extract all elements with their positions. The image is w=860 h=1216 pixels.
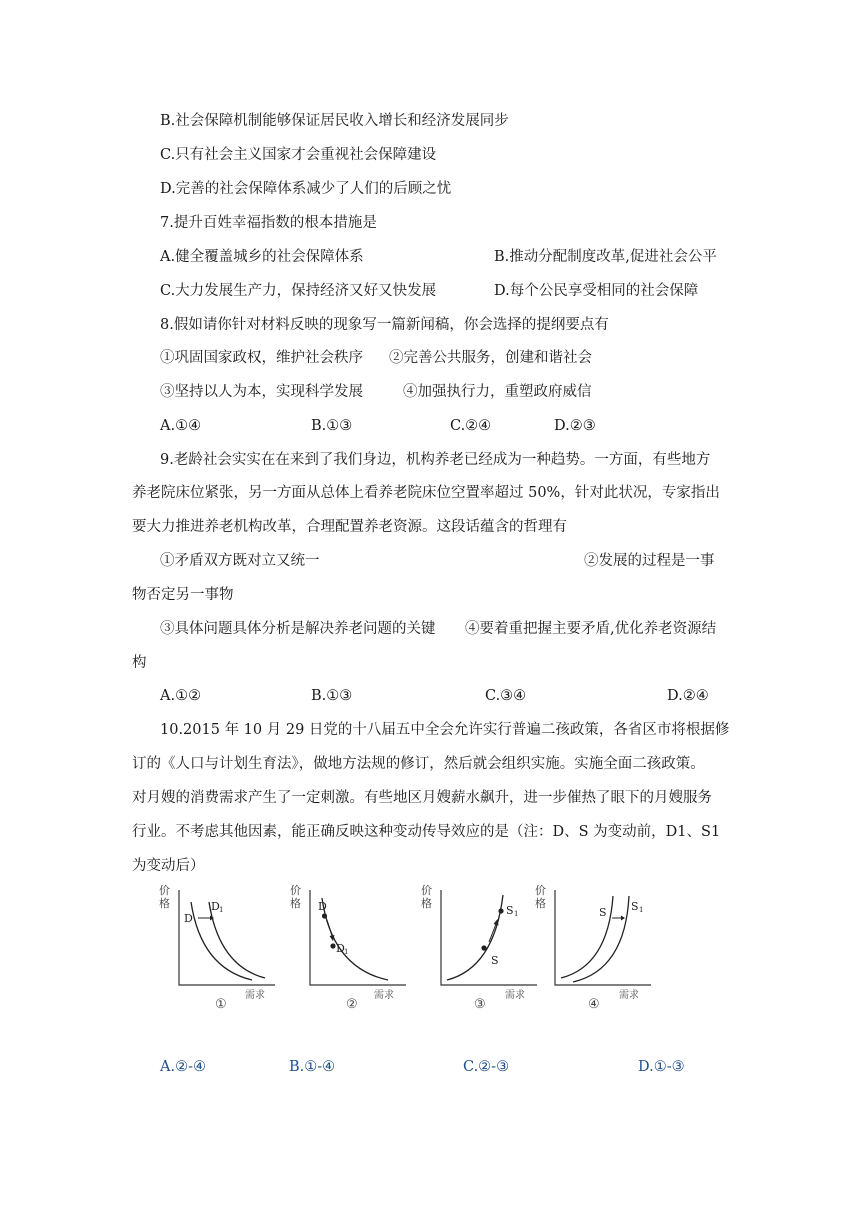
figure-1-label-d: D xyxy=(184,912,193,925)
figure-2-arrow-head xyxy=(330,935,335,941)
q9-stem-line-3: 要大力推进养老机构改革，合理配置养老资源。这段话蕴含的哲理有 xyxy=(132,519,567,535)
figure-4-y-label-1: 价 xyxy=(535,884,546,897)
figure-2-label-d1: D xyxy=(336,942,345,955)
q7-option-c: C.大力发展生产力，保持经济又好又快发展 xyxy=(160,283,437,299)
q9-option-d: D.②④ xyxy=(667,688,709,704)
q8-item-2: ②完善公共服务，创建和谐社会 xyxy=(389,350,592,366)
q10-option-d: D.①-③ xyxy=(638,1059,685,1075)
figure-1-x-label: 需求 xyxy=(245,990,265,1001)
figure-3-axes xyxy=(441,890,537,985)
figure-4-label-s1: S xyxy=(631,900,639,913)
figure-1-label-d1: D xyxy=(211,900,220,913)
figure-3-label-s1: S xyxy=(506,904,514,917)
q9-item-4-part-2: 构 xyxy=(132,655,147,671)
figure-1-curve-d1 xyxy=(209,902,265,978)
figure-2-label-d: D xyxy=(318,900,327,913)
q6-option-c: C.只有社会主义国家才会重视社会保障建设 xyxy=(160,147,437,163)
q6-option-b: B.社会保障机制能够保证居民收入增长和经济发展同步 xyxy=(160,113,509,129)
q7-option-b: B.推动分配制度改革,促进社会公平 xyxy=(494,249,717,265)
figure-2-number: ② xyxy=(346,997,358,1010)
figure-4-arrow-head xyxy=(621,916,625,921)
figure-2 xyxy=(288,880,408,1010)
figure-4-label-s1-sub: 1 xyxy=(639,906,644,914)
figure-4-label-s: S xyxy=(599,906,607,919)
figure-1-y-label-2: 格 xyxy=(159,897,170,910)
figure-2-point-d1 xyxy=(330,943,335,948)
figure-3-y-label-2: 格 xyxy=(421,897,432,910)
q8-option-b: B.①③ xyxy=(311,418,353,434)
figure-3-label-s1-sub: 1 xyxy=(514,910,519,918)
q8-item-4: ④加强执行力，重塑政府威信 xyxy=(403,384,592,400)
q10-stem-line-2: 订的《人口与计划生育法》，做地方法规的修订，然后就会组织实施。实施全面二孩政策。 xyxy=(132,756,705,772)
figure-1-y-label-1: 价 xyxy=(159,884,170,897)
q10-option-c: C.②-③ xyxy=(463,1059,510,1075)
figure-2-y-label-2: 格 xyxy=(290,897,301,910)
figure-4-y-label-2: 格 xyxy=(535,897,546,910)
q9-item-2-part-2: 物否定另一事物 xyxy=(132,587,234,603)
figure-3-y-label-1: 价 xyxy=(421,884,432,897)
figure-2-y-label-1: 价 xyxy=(290,884,301,897)
figure-2-point-d xyxy=(322,913,327,918)
figure-2-label-d1-sub: 1 xyxy=(344,948,349,956)
figure-3-point-s xyxy=(481,945,486,950)
q9-item-1: ①矛盾双方既对立又统一 xyxy=(160,553,320,569)
figure-3-supply-curve xyxy=(447,895,503,980)
q8-stem: 8.假如请你针对材料反映的现象写一篇新闻稿，你会选择的提纲要点有 xyxy=(160,317,609,333)
q10-stem-line-3: 对月嫂的消费需求产生了一定刺激。有些地区月嫂薪水飙升，进一步催热了眼下的月嫂服务 xyxy=(132,790,712,806)
q8-option-c: C.②④ xyxy=(450,418,492,434)
figure-1-axes xyxy=(179,890,275,985)
figure-3 xyxy=(419,880,539,1010)
figure-1-label-d1-sub: 1 xyxy=(219,906,224,914)
q9-option-b: B.①③ xyxy=(311,688,353,704)
figure-3-x-label: 需求 xyxy=(505,990,525,1001)
q6-option-d: D.完善的社会保障体系减少了人们的后顾之忧 xyxy=(160,181,452,197)
q9-item-3: ③具体问题具体分析是解决养老问题的关键 xyxy=(160,621,436,637)
q8-option-d: D.②③ xyxy=(554,418,596,434)
figure-4-x-label: 需求 xyxy=(619,990,639,1001)
q9-item-2-part-1: ②发展的过程是一事 xyxy=(584,553,715,569)
figure-3-label-s: S xyxy=(491,954,499,967)
figure-1-number: ① xyxy=(215,997,227,1010)
figure-2-x-label: 需求 xyxy=(374,990,394,1001)
figure-2-move-arrow xyxy=(327,920,332,936)
q9-item-4-part-1: ④要着重把握主要矛盾,优化养老资源结 xyxy=(465,621,717,637)
q8-item-1: ①巩固国家政权，维护社会秩序 xyxy=(160,350,363,366)
q8-item-3: ③坚持以人为本，实现科学发展 xyxy=(160,384,363,400)
figure-4 xyxy=(533,880,653,1010)
q8-option-a: A.①④ xyxy=(160,418,202,434)
q10-option-a: A.②-④ xyxy=(160,1059,206,1075)
q7-option-d: D.每个公民享受相同的社会保障 xyxy=(494,283,699,299)
figure-3-number: ③ xyxy=(474,997,486,1010)
q9-option-c: C.③④ xyxy=(485,688,527,704)
q9-stem-line-1: 9.老龄社会实实在在来到了我们身边，机构养老已经成为一种趋势。一方面，有些地方 xyxy=(160,452,711,468)
q10-stem-line-1: 10.2015 年 10 月 29 日党的十八届五中全会允许实行普遍二孩政策，各省区市将根据修 xyxy=(160,722,730,738)
q7-stem: 7.提升百姓幸福指数的根本措施是 xyxy=(160,215,377,231)
q9-stem-line-2: 养老院床位紧张，另一方面从总体上看养老院床位空置率超过 50%，针对此状况，专家指出 xyxy=(132,485,720,501)
q10-stem-line-5: 为变动后） xyxy=(132,858,205,874)
q10-stem-line-4: 行业。不考虑其他因素，能正确反映这种变动传导效应的是（注：D、S 为变动前，D1、S1 xyxy=(132,824,721,840)
q10-option-b: B.①-④ xyxy=(289,1059,336,1075)
figure-4-number: ④ xyxy=(588,997,600,1010)
q9-option-a: A.①② xyxy=(160,688,202,704)
q7-option-a: A.健全覆盖城乡的社会保障体系 xyxy=(160,249,364,265)
figure-3-point-s1 xyxy=(498,908,503,913)
figure-1 xyxy=(157,880,277,1010)
